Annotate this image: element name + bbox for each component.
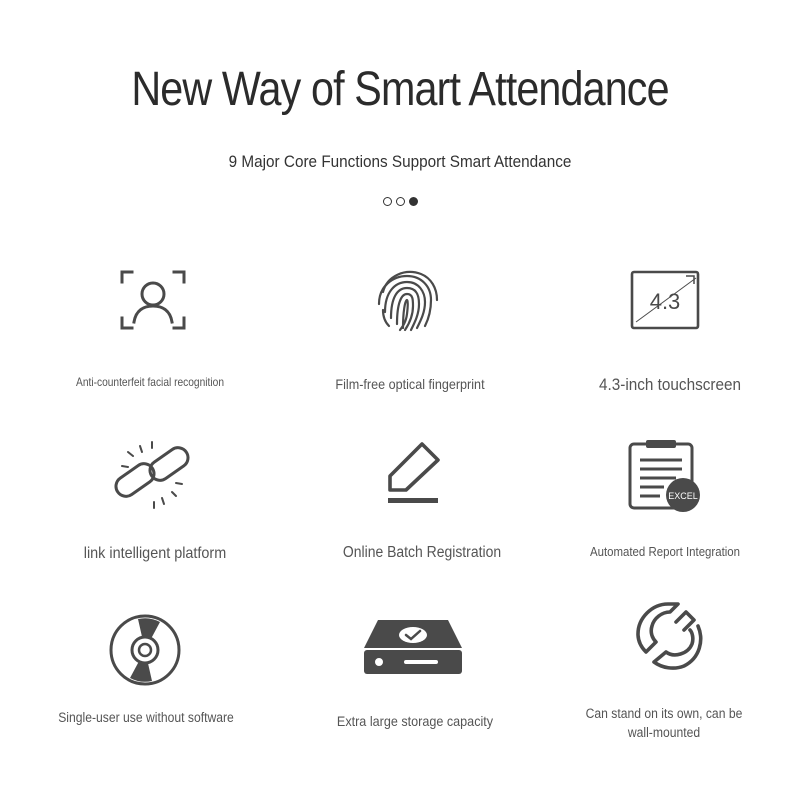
feature-label: Can stand on its own, can be — [585, 706, 743, 721]
carousel-dot-2[interactable] — [396, 197, 405, 206]
feature-label: Single-user use without software — [58, 710, 234, 725]
excel-report-icon — [626, 438, 702, 514]
touchscreen-size-text: 4.3 — [649, 289, 681, 314]
feature-label: Extra large storage capacity — [336, 713, 494, 729]
link-icon — [110, 440, 198, 510]
storage-drive-icon — [362, 618, 464, 676]
touchscreen-icon — [630, 270, 702, 332]
disc-icon — [108, 613, 182, 687]
carousel-dot-1[interactable] — [383, 197, 392, 206]
feature-label: Film-free optical fingerprint — [335, 376, 485, 392]
wrench-icon — [634, 600, 708, 674]
edit-pen-icon — [384, 440, 444, 506]
feature-label: Online Batch Registration — [342, 544, 502, 561]
page-subtitle: 9 Major Core Functions Support Smart Attendance — [228, 152, 572, 171]
face-scan-icon — [118, 268, 188, 332]
feature-label-line2: wall-mounted — [627, 725, 701, 740]
feature-label: 4.3-inch touchscreen — [598, 375, 742, 394]
page-title: New Way of Smart Attendance — [131, 63, 669, 116]
carousel-indicator — [0, 197, 800, 206]
carousel-dot-3-active[interactable] — [409, 197, 418, 206]
feature-label: Anti-counterfeit facial recognition — [76, 375, 224, 389]
excel-badge-text: EXCEL — [668, 491, 698, 501]
feature-label: Automated Report Integration — [589, 544, 741, 559]
fingerprint-icon — [373, 266, 441, 334]
feature-label: link intelligent platform — [83, 545, 227, 562]
